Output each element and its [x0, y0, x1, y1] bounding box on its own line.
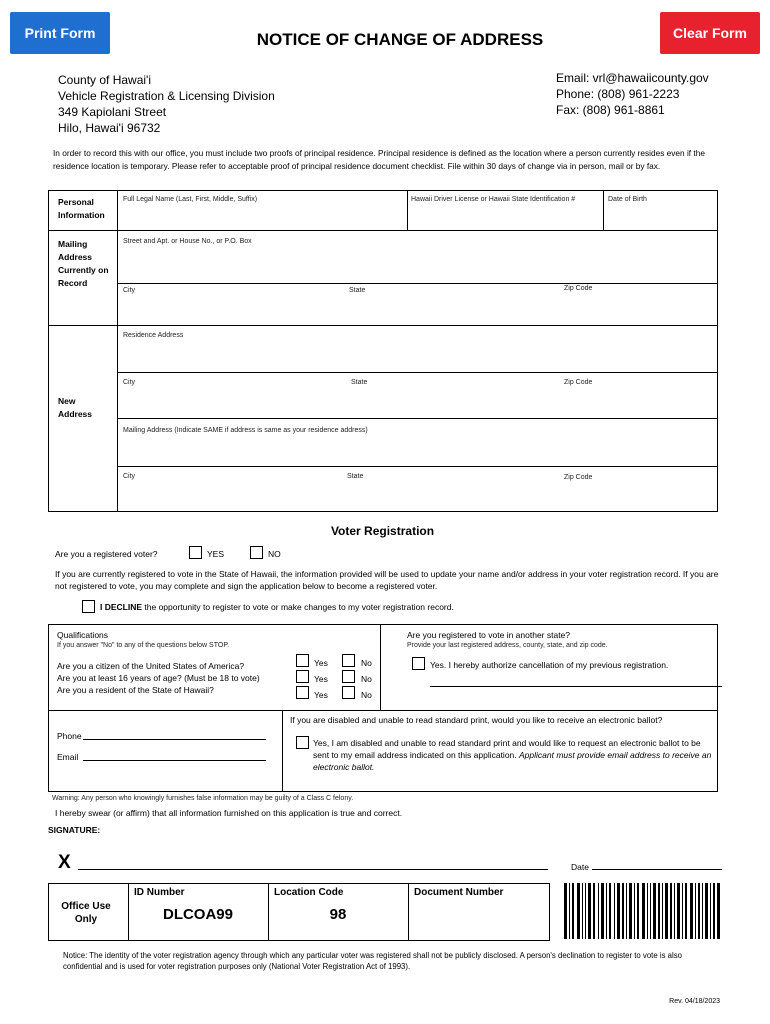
location-code-header: Location Code: [274, 887, 344, 898]
decline-rest: the opportunity to register to vote or make changes to my voter registration record.: [142, 602, 454, 612]
mailing-zip-field[interactable]: Zip Code: [564, 285, 593, 292]
id-number-value: DLCOA99: [162, 906, 233, 923]
new-mailing-address-field[interactable]: Mailing Address (Indicate SAME if address is same as your residence address): [123, 427, 368, 434]
citizen-yes-label: Yes: [314, 658, 328, 668]
personal-info-label: Personal Information: [58, 197, 105, 220]
voter-registration-heading: Voter Registration: [330, 524, 435, 538]
mailing-city-field[interactable]: City: [123, 287, 136, 294]
signature-line[interactable]: [78, 869, 548, 870]
location-code-value: 98: [329, 906, 347, 923]
new-mailing-state-field[interactable]: State: [347, 473, 364, 480]
age-yes-checkbox[interactable]: [296, 670, 309, 683]
email-label: Email: [57, 752, 79, 762]
contact-phone: Phone: (808) 961-2223: [556, 87, 680, 101]
residence-zip-field[interactable]: Zip Code: [564, 379, 593, 386]
print-form-button[interactable]: Print Form: [10, 12, 110, 54]
barcode-image: [564, 883, 720, 939]
residence-address-field[interactable]: Residence Address: [123, 332, 184, 339]
page-title: NOTICE OF CHANGE OF ADDRESS: [256, 30, 544, 49]
voter-info-text: If you are currently registered to vote in the State of Hawaii, the information provided will be used to update your name and/or address in your voter registration record. If you are not registered to vote, you may complete and sign the application below to become a registered voter.: [55, 569, 719, 591]
id-number-header: ID Number: [134, 887, 185, 898]
registered-no-checkbox[interactable]: [250, 546, 263, 559]
warning-text: Warning: Any person who knowingly furnishes false information may be guilty of a Class C felony.: [52, 795, 354, 802]
phone-label: Phone: [57, 731, 82, 741]
age-no-checkbox[interactable]: [342, 670, 355, 683]
office-line-3: 349 Kapiolani Street: [58, 105, 167, 119]
other-state-note: Provide your last registered address, county, state, and zip code.: [407, 642, 608, 649]
date-line[interactable]: [592, 869, 722, 870]
qualifications-heading: Qualifications: [57, 630, 109, 640]
age-question: Are you at least 16 years of age? (Must be 18 to vote): [57, 673, 260, 683]
office-use-label: Office Use Only: [61, 901, 111, 925]
new-mailing-zip-field[interactable]: Zip Code: [564, 474, 593, 481]
mailing-street-field[interactable]: Street and Apt. or House No., or P.O. Box: [123, 238, 252, 245]
citizen-no-label: No: [361, 658, 372, 668]
mailing-record-label: Mailing Address Currently on Record: [58, 239, 109, 288]
other-state-question: Are you registered to vote in another state?: [407, 630, 571, 640]
cancel-registration-checkbox[interactable]: [412, 657, 425, 670]
clear-form-button[interactable]: Clear Form: [660, 12, 760, 54]
office-line-1: County of Hawai'i: [58, 73, 151, 87]
registered-voter-question: Are you a registered voter?: [55, 549, 158, 559]
signature-x-mark: X: [58, 852, 71, 873]
office-contact: [556, 70, 709, 118]
age-yes-label: Yes: [314, 674, 328, 684]
office-line-4: Hilo, Hawai'i 96732: [58, 121, 161, 135]
decline-checkbox[interactable]: [82, 600, 95, 613]
qualifications-note: If you answer "No" to any of the questions below STOP.: [57, 642, 230, 649]
decline-text: [100, 601, 454, 613]
swear-text: I hereby swear (or affirm) that all information furnished on this application is true and correct.: [55, 808, 403, 818]
new-mailing-city-field[interactable]: City: [123, 473, 136, 480]
license-number-field[interactable]: Hawaii Driver License or Hawaii State Identification #: [411, 196, 576, 203]
previous-address-line[interactable]: [430, 686, 722, 687]
resident-yes-checkbox[interactable]: [296, 686, 309, 699]
document-number-header: Document Number: [414, 887, 504, 898]
date-label: Date: [571, 862, 589, 872]
contact-email: Email: vrl@hawaiicounty.gov: [556, 71, 709, 85]
revision-date: Rev. 04/18/2023: [669, 998, 720, 1005]
cancel-registration-label: Yes. I hereby authorize cancellation of my previous registration.: [430, 660, 669, 670]
full-name-field[interactable]: Full Legal Name (Last, First, Middle, Suffix): [123, 196, 258, 203]
office-line-2: Vehicle Registration & Licensing Division: [58, 89, 275, 103]
signature-label: SIGNATURE:: [48, 825, 101, 835]
resident-no-label: No: [361, 690, 372, 700]
electronic-ballot-checkbox[interactable]: [296, 736, 309, 749]
contact-fax: Fax: (808) 961-8861: [556, 103, 665, 117]
resident-no-checkbox[interactable]: [342, 686, 355, 699]
notice-text: Notice: The identity of the voter registration agency through which any particular voter was registered shall not be publicly disclosed. A person's declination to register to vote is also confidential and is used for voter registration purposes only (National Voter Registration Act of 1993).: [63, 951, 682, 971]
mailing-state-field[interactable]: State: [349, 287, 366, 294]
age-no-label: No: [361, 674, 372, 684]
registered-no-label: NO: [268, 549, 281, 559]
registered-yes-label: YES: [207, 549, 225, 559]
new-address-label: New Address: [58, 396, 93, 419]
electronic-ballot-text: [313, 737, 718, 773]
citizen-yes-checkbox[interactable]: [296, 654, 309, 667]
date-of-birth-field[interactable]: Date of Birth: [608, 196, 647, 203]
ballot-question: If you are disabled and unable to read standard print, would you like to receive an electronic ballot?: [290, 715, 663, 725]
office-address: [58, 72, 275, 136]
resident-yes-label: Yes: [314, 690, 328, 700]
decline-bold: I DECLINE: [100, 602, 143, 612]
intro-text: In order to record this with our office, you must include two proofs of principal residence. Principal residence is defined as the location where a person currently resides even if the residence location is temporary. Please refer to acceptable proof of principal residence document checklist. File within 30 days of change via in person, mail or by fax.: [53, 148, 705, 171]
citizen-question: Are you a citizen of the United States of America?: [57, 661, 245, 671]
ballot-yes-text: Yes, I am disabled and unable to read standard print and would like to request an electronic ballot to be sent to my email address indicated on this application.: [313, 738, 701, 760]
registered-yes-checkbox[interactable]: [189, 546, 202, 559]
citizen-no-checkbox[interactable]: [342, 654, 355, 667]
email-field[interactable]: [83, 760, 266, 761]
ballot-italic-text: Applicant must provide email address to receive an electronic ballot.: [313, 750, 712, 772]
phone-field[interactable]: [83, 739, 266, 740]
residence-state-field[interactable]: State: [351, 379, 368, 386]
resident-question: Are you a resident of the State of Hawaii?: [57, 685, 214, 695]
residence-city-field[interactable]: City: [123, 379, 136, 386]
